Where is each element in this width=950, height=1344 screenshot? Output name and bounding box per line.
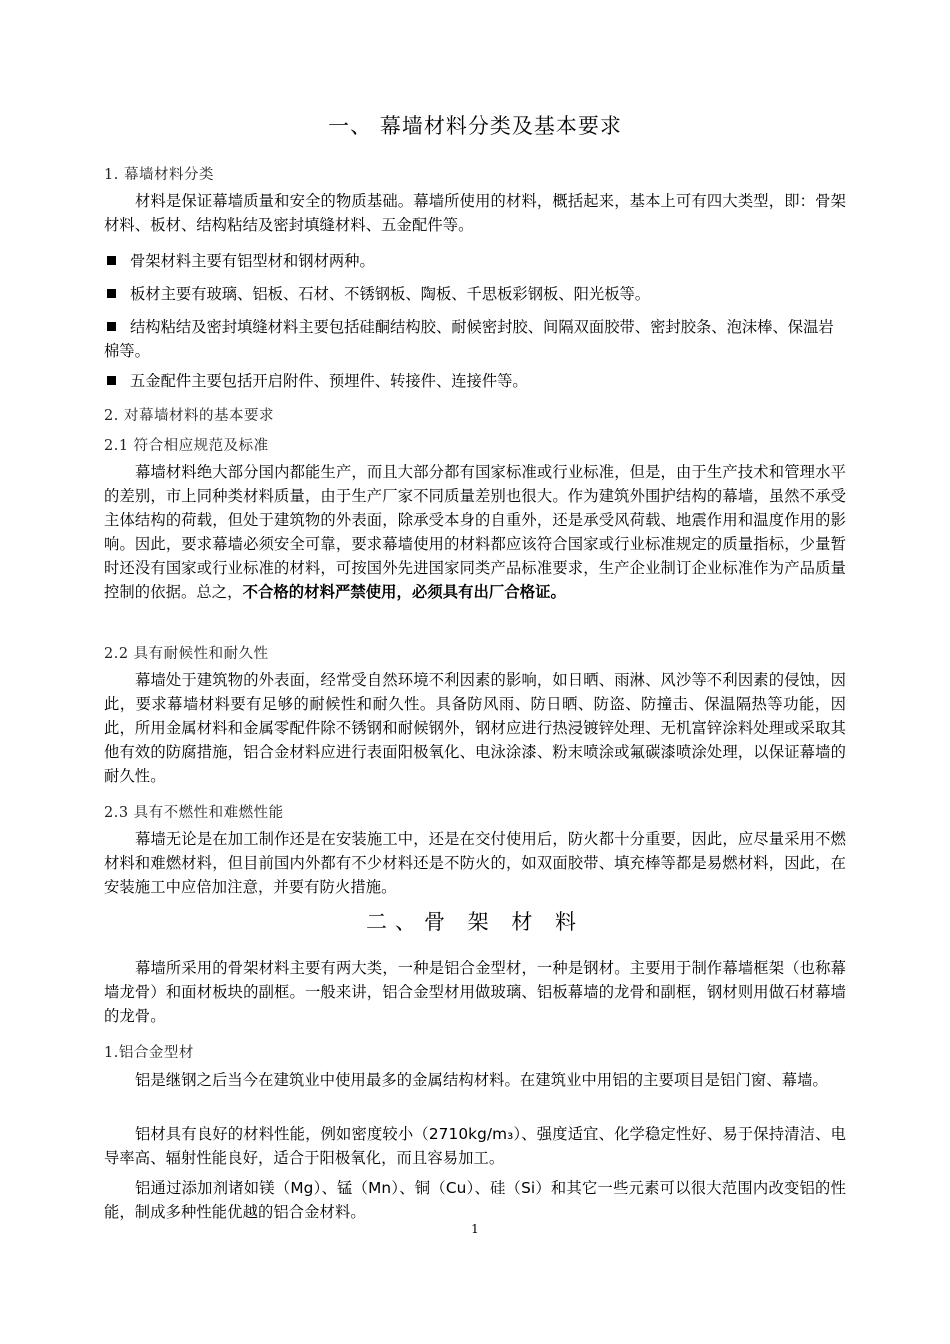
heading-2-1: 2.1 符合相应规范及标准 — [104, 438, 269, 454]
square-bullet-icon — [107, 256, 116, 265]
heading-aluminum: 1.铝合金型材 — [104, 1045, 194, 1061]
paragraph-2-3: 幕墙无论是在加工制作还是在安装施工中，还是在交付使用后，防火都十分重要，因此，应尽量采用不燃材料和难燃材料，但目前国内外都有不少材料还是不防火的，如双面胶带、填充棒等都是易燃材料，因此，在安装施工中应倍加注意，并要有防火措施。 — [104, 830, 846, 896]
bullet-item: 结构粘结及密封填缝材料主要包括硅酮结构胶、耐候密封胶、间隔双面胶带、密封胶条、泡沫棒、保温岩棉等。 — [104, 318, 834, 360]
bullet-item: 板材主要有玻璃、铝板、石材、不锈钢板、陶板、千思板彩钢板、阳光板等。 — [104, 282, 846, 306]
square-bullet-icon — [107, 376, 116, 385]
paragraph-intro: 材料是保证幕墙质量和安全的物质基础。幕墙所使用的材料，概括起来，基本上可有四大类型，即：骨架材料、板材、结构粘结及密封填缝材料、五金配件等。 — [104, 192, 846, 234]
heading-2-3: 2.3 具有不燃性和难燃性能 — [104, 805, 284, 821]
section-1-title: 一、 幕墙材料分类及基本要求 — [328, 114, 622, 138]
square-bullet-icon — [107, 322, 116, 331]
paragraph-aluminum-1: 铝是继钢之后当今在建筑业中使用最多的金属结构材料。在建筑业中用铝的主要项目是铝门窗、幕墙。 — [135, 1071, 828, 1089]
paragraph-skeleton: 幕墙所采用的骨架材料主要有两大类，一种是铝合金型材，一种是钢材。主要用于制作幕墙框架（也称幕墙龙骨）和面材板块的副框。一般来讲，铝合金型材用做玻璃、铝板幕墙的龙骨和副框，钢材则用做石材幕墙的龙骨。 — [104, 959, 846, 1025]
bold-emphasis: 不合格的材料严禁使用，必须具有出厂合格证。 — [242, 583, 566, 601]
paragraph-aluminum-3: 铝通过添加剂诸如镁（Mg）、锰（Mn）、铜（Cu）、硅（Si）和其它一些元素可以很大范围内改变铝的性能，制成多种性能优越的铝合金材料。 — [104, 1179, 846, 1221]
paragraph-2-2: 幕墙处于建筑物的外表面，经常受自然环境不利因素的影响，如日晒、雨淋、风沙等不利因素的侵蚀，因此，要求幕墙材料要有足够的耐候性和耐久性。具备防风雨、防日晒、防盗、防撞击、保温隔热等功能，因此，所用金属材料和金属零配件除不锈钢和耐候钢外，钢材应进行热浸镀锌处理、无机富锌涂料处理或采取其他有效的防腐措施，铝合金材料应进行表面阳极氧化、电泳涂漆、粉末喷涂或氟碳漆喷涂处理，以保证幕墙的耐久性。 — [104, 671, 846, 785]
heading-2: 2. 对幕墙材料的基本要求 — [104, 408, 274, 424]
page-number: 1 — [471, 1222, 479, 1236]
square-bullet-icon — [107, 289, 116, 298]
bullet-item: 五金配件主要包括开启附件、预埋件、转接件、连接件等。 — [104, 369, 846, 393]
paragraph-aluminum-2: 铝材具有良好的材料性能，例如密度较小（2710kg/m₃）、强度适宜、化学稳定性好、易于保持清洁、电导率高、辐射性能良好，适合于阳极氧化，而且容易加工。 — [104, 1125, 846, 1167]
paragraph-2-1: 幕墙材料绝大部分国内都能生产，而且大部分都有国家标准或行业标准，但是，由于生产技术和管理水平的差别，市上同种类材料质量，由于生产厂家不同质量差别也很大。作为建筑外围护结构的幕墙，虽然不承受主体结构的荷载，但处于建筑物的外表面，除承受本身的自重外，还是承受风荷载、地震作用和温度作用的影响。因此，要求幕墙必须安全可靠，要求幕墙使用的材料都应该符合国家或行业标准规定的质量指标，少量暂时还没有国家或行业标准的材料，可按国外先进国家同类产品标准要求，生产企业制订企业标准作为产品质量控制的依据。总之，不合格的材料严禁使用，必须具有出厂合格证。 — [104, 463, 846, 601]
bullet-item: 骨架材料主要有铝型材和钢材两种。 — [104, 249, 846, 273]
section-2-title: 二、骨 架 材 料 — [365, 910, 585, 934]
heading-2-2: 2.2 具有耐候性和耐久性 — [104, 646, 269, 662]
heading-1: 1. 幕墙材料分类 — [104, 167, 214, 183]
